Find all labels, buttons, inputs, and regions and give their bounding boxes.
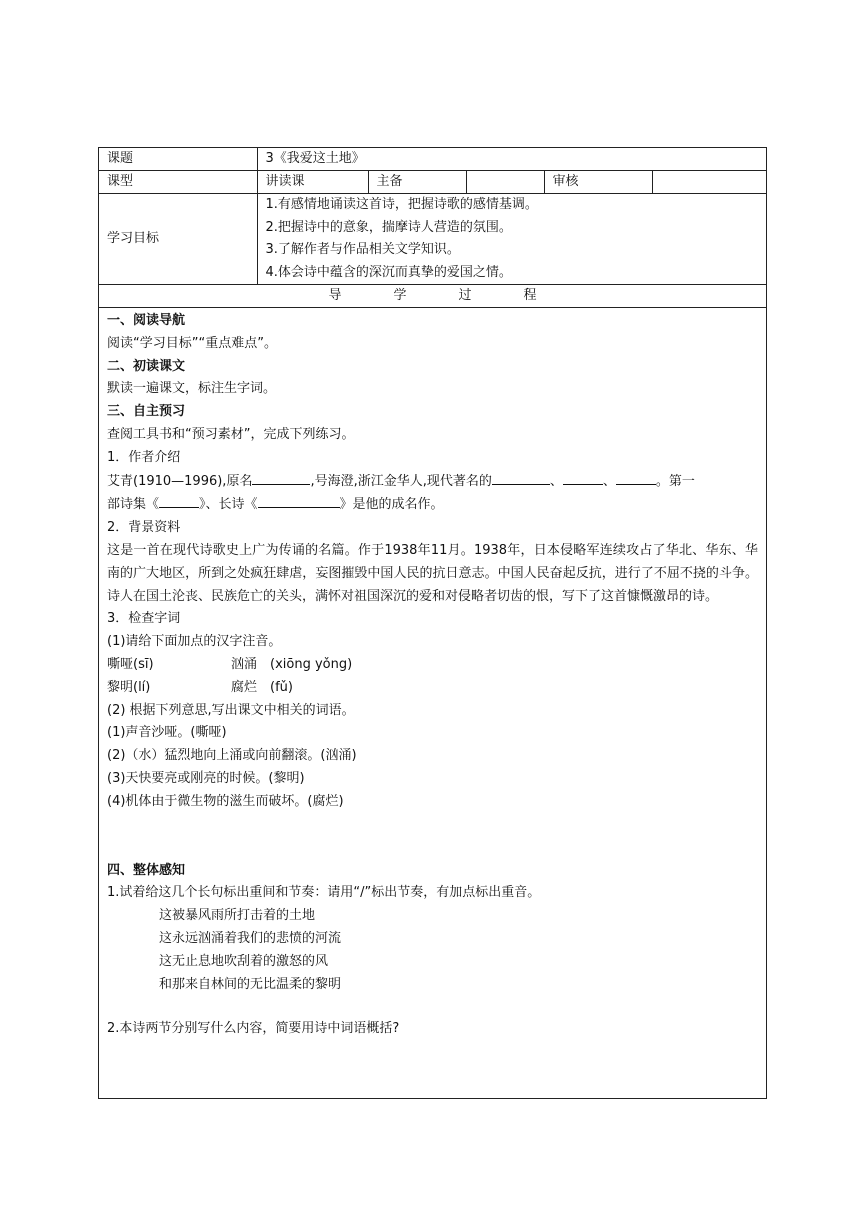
author-fill-line-1: [107, 470, 758, 494]
blank-original-name[interactable]: [252, 470, 310, 485]
poem-line: 这永远汹涌着我们的悲愤的河流: [159, 930, 342, 946]
definition-item: (1)声音沙哑。(嘶哑): [107, 725, 227, 741]
type-label: 课型: [99, 171, 257, 194]
process-content: [99, 308, 766, 1041]
background-text: 这是一首在现代诗歌史上广为传诵的名篇。作于1938年11月。1938年，日本侵略军连续攻占了华北、华东、华南的广大地区，所到之处疯狂肆虐，妄图摧毁中国人民的抗日意志。中国人民奋起反抗，进行了不屈不挠的斗争。诗人在国土沦丧、民族危亡的关头，满怀对祖国深沉的爱和对侵略者切齿的恨，写下了这首慷慨激昂的诗。: [107, 542, 758, 604]
author-text: 、: [549, 473, 563, 489]
goals-list: [257, 194, 766, 285]
section-2-title: 二、初读课文: [107, 358, 186, 374]
pinyin-item: 嘶哑(sī): [107, 656, 154, 672]
words-question-2: (2) 根据下列意思,写出课文中相关的词语。: [107, 702, 355, 718]
type-value: 讲读课: [257, 171, 368, 194]
author-fill-line-2: [107, 493, 758, 517]
author-text: 。第一: [655, 473, 695, 489]
pinyin-item: 黎明(lí): [107, 679, 151, 695]
blank-identity-3[interactable]: [616, 470, 656, 485]
process-title: 导学过程: [99, 285, 766, 308]
words-heading: 3．检查字词: [107, 611, 181, 627]
lesson-plan-sheet: [98, 147, 767, 1099]
section-4-question-1: 1.试着给这几个长句标出重间和节奏：请用“/”标出节奏，有加点标出重音。: [107, 885, 541, 901]
blank-identity-2[interactable]: [563, 470, 603, 485]
lead-label: 主备: [368, 171, 466, 194]
definition-item: (3)天快要亮或刚亮的时候。(黎明): [107, 770, 305, 786]
section-1-title: 一、阅读导航: [107, 313, 186, 328]
review-value-field[interactable]: [652, 171, 766, 194]
review-label: 审核: [544, 171, 652, 194]
goals-label: 学习目标: [99, 194, 257, 285]
definition-item: (4)机体由于微生物的滋生而破坏。(腐烂): [107, 793, 344, 809]
spacer: [107, 996, 758, 1018]
goal-item: 4.体会诗中蕴含的深沉而真挚的爱国之情。: [265, 264, 512, 280]
pinyin-item: 汹涌 (xiōng yǒng): [231, 656, 353, 672]
section-2-text: 默读一遍课文，标注生字词。: [107, 381, 277, 397]
pinyin-item: 腐烂 (fǔ): [231, 679, 293, 695]
goal-item: 2.把握诗中的意象，揣摩诗人营造的氛围。: [265, 219, 512, 235]
blank-identity-1[interactable]: [492, 470, 550, 485]
author-text: 艾青(1910—1996),原名: [107, 473, 253, 489]
author-text: 、: [602, 473, 616, 489]
blank-long-poem[interactable]: [258, 493, 340, 508]
lesson-header-table: [99, 148, 766, 285]
section-4-question-2: 2.本诗两节分别写什么内容，简要用诗中词语概括?: [107, 1021, 400, 1037]
author-text: 》、长诗《: [199, 497, 258, 513]
poem-line: 这无止息地吹刮着的激怒的风: [159, 953, 329, 969]
goal-item: 3.了解作者与作品相关文学知识。: [265, 242, 460, 257]
definition-item: (2)（水）猛烈地向上涌或向前翻滚。(汹涌): [107, 748, 357, 764]
pinyin-row-2: [107, 677, 758, 700]
poem-line: 和那来自林间的无比温柔的黎明: [159, 976, 342, 992]
author-text: 》是他的成名作。: [339, 497, 444, 513]
goal-item: 1.有感情地诵读这首诗，把握诗歌的感情基调。: [265, 197, 538, 212]
section-1-text: 阅读“学习目标”“重点难点”。: [107, 335, 277, 351]
lead-value-field[interactable]: [466, 171, 544, 194]
topic-label: 课题: [99, 148, 257, 171]
section-3-title: 三、自主预习: [107, 404, 186, 420]
poem-line: 这被暴风雨所打击着的土地: [159, 908, 316, 924]
section-3-intro: 查阅工具书和“预习素材”，完成下列练习。: [107, 426, 355, 442]
blank-first-collection[interactable]: [159, 493, 199, 508]
author-text: ,号海澄,浙江金华人,现代著名的: [310, 473, 492, 489]
author-text: 部诗集《: [107, 497, 160, 513]
section-4-title: 四、整体感知: [107, 862, 186, 878]
author-heading: 1．作者介绍: [107, 449, 181, 465]
topic-value: 3《我爱这土地》: [257, 148, 766, 171]
background-heading: 2．背景资料: [107, 520, 181, 536]
spacer: [107, 814, 758, 860]
pinyin-row-1: [107, 654, 758, 677]
words-question-1: (1)请给下面加点的汉字注音。: [107, 634, 282, 650]
